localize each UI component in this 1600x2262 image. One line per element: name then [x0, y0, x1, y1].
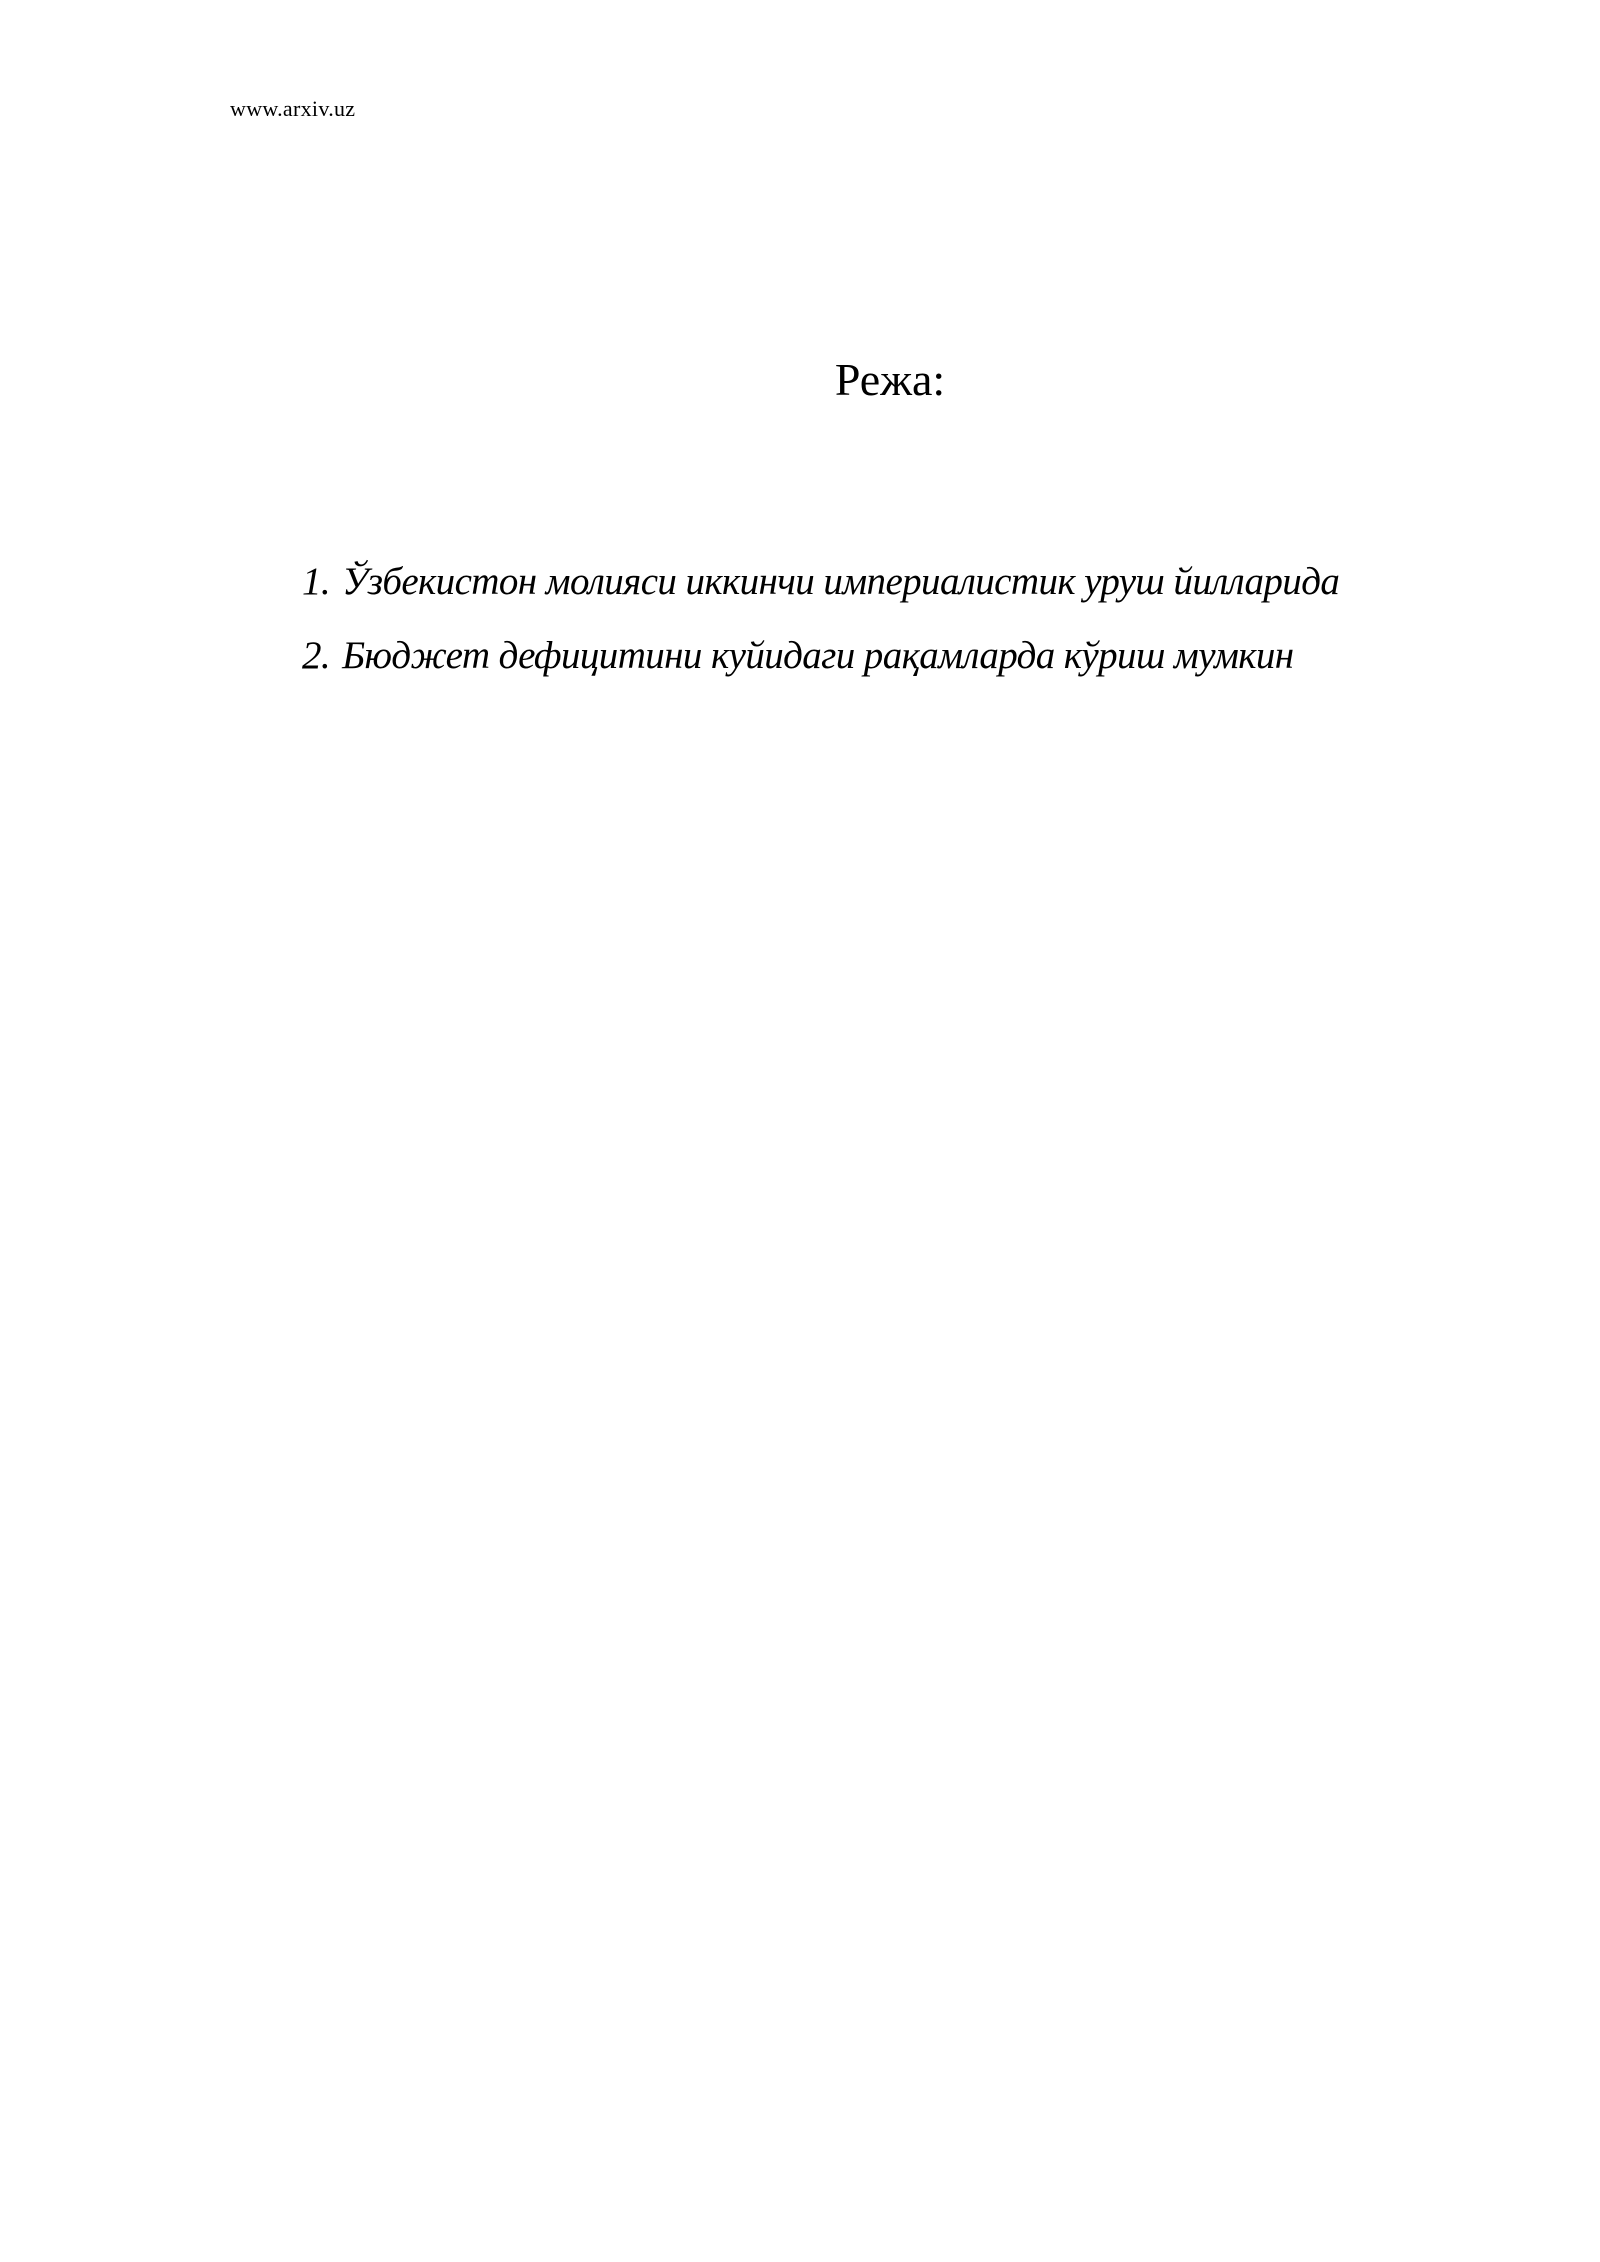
plan-list	[302, 545, 1339, 693]
plan-title: Режа:	[834, 354, 946, 405]
plan-item-number: 1.	[302, 560, 331, 603]
plan-item	[302, 545, 1339, 619]
plan-item-text: Ўзбекистон молияси иккинчи империалистик уруш йилларида	[342, 560, 1340, 603]
plan-item	[302, 619, 1339, 693]
header-url: www.arxiv.uz	[230, 96, 356, 121]
plan-item-text: Бюджет дефицитини куйидаги рақамларда кўриш мумкин	[342, 634, 1294, 677]
plan-item-number: 2.	[302, 634, 331, 677]
